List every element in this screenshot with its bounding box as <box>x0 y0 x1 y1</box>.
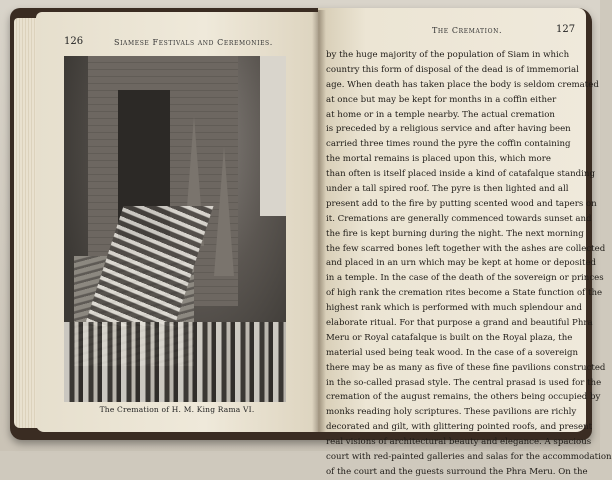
text-line: of high rank the cremation rites become a State function of the <box>326 288 603 299</box>
text-line: highest rank which is performed with much splendour and <box>326 303 583 314</box>
text-line: real visions of architectural beauty and elegance. A spacious <box>326 437 592 448</box>
photo-spire <box>214 146 234 276</box>
left-page-number: 126 <box>64 36 84 47</box>
body-text <box>326 48 612 480</box>
text-line: court with red-painted galleries and salas for the accommodation <box>326 452 612 463</box>
text-line: under a tall spired roof. The pyre is then lighted and all <box>326 184 569 195</box>
photo-crowd <box>64 322 286 402</box>
text-line: material used being teak wood. In the case of a sovereign <box>326 347 578 358</box>
text-line: the mortal remains is placed upon this, which more <box>326 154 551 165</box>
text-line: cremation of the august remains, the others being occupied by <box>326 392 601 403</box>
text-line: than often is itself placed inside a kind of catafalque standing <box>326 169 595 180</box>
text-line: decorated and gilt, with glittering pointed roofs, and present <box>326 422 593 433</box>
cremation-photograph <box>64 56 286 402</box>
photo-caption: The Cremation of H. M. King Rama VI. <box>99 405 255 414</box>
right-running-head: The Cremation. <box>432 26 503 35</box>
text-line: Meru or Royal catafalque is built on the Royal plaza, the <box>326 332 573 343</box>
text-line: of the court and the guests surround the Phra Meru. On the <box>326 466 588 477</box>
text-line: by the huge majority of the population of Siam in which <box>326 50 570 60</box>
text-line: at home or in a temple nearby. The actual cremation <box>326 109 555 120</box>
text-line: is preceded by a religious service and after having been <box>326 124 571 135</box>
text-line: present add to the fire by putting scented wood and tapers on <box>326 198 597 209</box>
text-line: in a temple. In the case of the death of the sovereign or princes <box>326 273 604 284</box>
text-line: it. Cremations are generally commenced towards sunset and <box>326 213 592 224</box>
left-running-head: Siamese Festivals and Ceremonies. <box>114 38 273 47</box>
text-line: in the so-called prasad style. The central prasad is used for the <box>326 377 602 388</box>
text-line: age. When death has taken place the body is seldom cremated <box>326 79 599 90</box>
text-line: elaborate ritual. For that purpose a grand and beautiful Phra <box>326 318 593 329</box>
right-page-number: 127 <box>556 24 576 35</box>
text-line: carried three times round the pyre the coffin containing <box>326 139 571 150</box>
text-line: country this form of disposal of the dead is of immemorial <box>326 64 579 75</box>
book-gutter <box>312 10 326 432</box>
text-line: at once but may be kept for months in a coffin either <box>326 94 557 105</box>
text-line: there may be as many as five of these fine pavilions constructed <box>326 362 606 373</box>
photo-sky <box>260 56 286 216</box>
text-line: the fire is kept burning during the night. The next morning <box>326 228 584 239</box>
text-line: monks reading holy scriptures. These pavilions are richly <box>326 407 577 418</box>
text-line: and placed in an urn which may be kept at home or deposited <box>326 258 597 269</box>
text-line: the few scarred bones left together with the ashes are collected <box>326 243 606 254</box>
